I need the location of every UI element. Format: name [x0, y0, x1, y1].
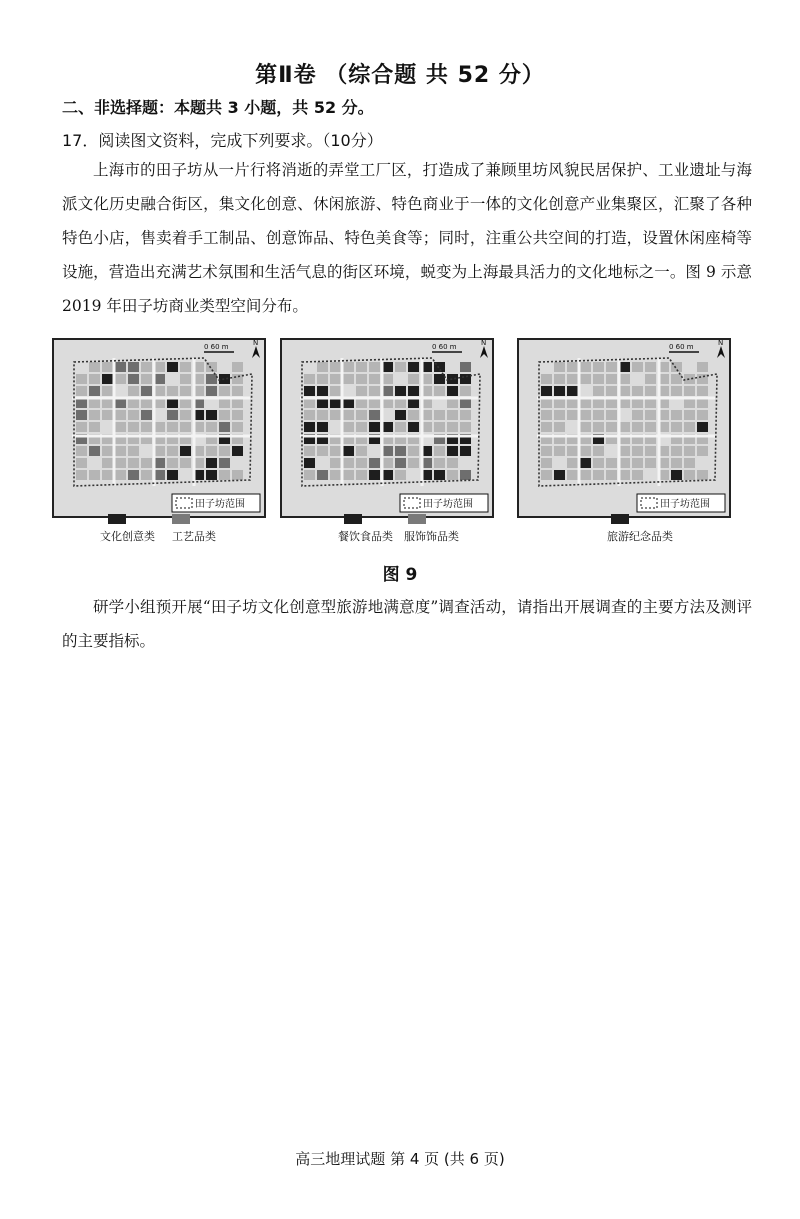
shop-block-dark	[567, 386, 578, 396]
building-block	[593, 410, 604, 420]
building-block	[76, 446, 87, 456]
building-block	[408, 458, 419, 468]
building-block	[554, 422, 565, 432]
shop-block-dark	[304, 458, 315, 468]
building-block	[395, 470, 406, 480]
scale-label: 0 60 m	[432, 343, 457, 351]
building-block	[115, 422, 126, 432]
shop-block-medium	[382, 446, 393, 456]
shop-block-medium	[460, 470, 471, 480]
building-block	[541, 458, 552, 468]
shop-block-medium	[128, 374, 139, 384]
building-block	[330, 362, 341, 372]
building-block	[356, 422, 367, 432]
building-block	[304, 410, 315, 420]
building-block	[632, 422, 643, 432]
legend-souvenir	[607, 528, 673, 544]
shop-block-dark	[408, 386, 419, 396]
building-block	[434, 386, 445, 396]
map-food-apparel	[280, 338, 494, 518]
building-block	[343, 470, 354, 480]
shop-block-dark	[554, 386, 565, 396]
shop-block-medium	[89, 446, 100, 456]
legend-label: 工艺品类	[172, 530, 216, 543]
building-block	[684, 386, 695, 396]
building-block	[395, 362, 406, 372]
building-block	[115, 446, 126, 456]
building-block	[645, 362, 656, 372]
shop-block-dark	[102, 374, 113, 384]
building-block	[76, 386, 87, 396]
map-2-svg	[282, 340, 492, 516]
legend-crafts	[172, 528, 216, 544]
legend-swatch-medium	[172, 514, 190, 524]
shop-block-dark	[434, 470, 445, 480]
building-block	[180, 410, 191, 420]
building-block	[356, 470, 367, 480]
building-block	[343, 458, 354, 468]
legend-label: 旅游纪念品类	[607, 530, 673, 543]
shop-block-medium	[154, 470, 165, 480]
building-block	[154, 386, 165, 396]
building-block	[219, 470, 230, 480]
shop-block-dark	[167, 362, 178, 372]
building-block	[89, 362, 100, 372]
building-block	[434, 458, 445, 468]
building-block	[580, 362, 591, 372]
building-block	[697, 386, 708, 396]
building-block	[541, 410, 552, 420]
building-block	[382, 374, 393, 384]
section-title: 第Ⅱ卷 （综合题 共 52 分）	[255, 63, 545, 88]
building-block	[330, 470, 341, 480]
building-block	[567, 374, 578, 384]
shop-block-dark	[382, 470, 393, 480]
building-block	[167, 386, 178, 396]
building-block	[632, 410, 643, 420]
shop-block-medium	[128, 470, 139, 480]
building-block	[395, 422, 406, 432]
building-block	[219, 386, 230, 396]
building-block	[684, 410, 695, 420]
building-block	[408, 410, 419, 420]
building-block	[154, 422, 165, 432]
building-block	[128, 458, 139, 468]
building-block	[447, 410, 458, 420]
building-block	[697, 446, 708, 456]
boundary-legend-label: 田子坊范围	[660, 499, 710, 510]
legend-swatch-dark	[108, 514, 126, 524]
shop-block-dark	[408, 362, 419, 372]
shop-block-dark	[434, 374, 445, 384]
shop-block-dark	[206, 458, 217, 468]
boundary-legend-label: 田子坊范围	[195, 499, 245, 510]
building-block	[606, 470, 617, 480]
task-prompt: 研学小组预开展“田子坊文化创意型旅游地满意度”调查活动，请指出开展调查的主要方法及测评的主要指标。	[62, 598, 752, 650]
shop-block-dark	[447, 374, 458, 384]
building-block	[554, 374, 565, 384]
building-block	[697, 470, 708, 480]
building-block	[167, 422, 178, 432]
building-block	[619, 422, 630, 432]
scale-label: 0 60 m	[204, 343, 229, 351]
shop-block-dark	[447, 386, 458, 396]
building-block	[593, 446, 604, 456]
building-block	[343, 410, 354, 420]
shop-block-dark	[304, 422, 315, 432]
building-block	[382, 458, 393, 468]
building-block	[434, 422, 445, 432]
building-block	[102, 470, 113, 480]
building-block	[206, 446, 217, 456]
building-block	[141, 470, 152, 480]
building-block	[460, 386, 471, 396]
shop-block-medium	[317, 470, 328, 480]
building-block	[317, 410, 328, 420]
building-block	[89, 410, 100, 420]
building-block	[593, 386, 604, 396]
legend-food	[338, 528, 393, 544]
shop-block-dark	[554, 470, 565, 480]
building-block	[580, 422, 591, 432]
building-block	[167, 458, 178, 468]
building-block	[580, 446, 591, 456]
shop-block-dark	[232, 446, 243, 456]
building-block	[606, 386, 617, 396]
building-block	[102, 386, 113, 396]
building-block	[606, 458, 617, 468]
north-label: N	[253, 340, 259, 347]
building-block	[541, 422, 552, 432]
building-block	[89, 374, 100, 384]
building-block	[447, 422, 458, 432]
building-block	[219, 446, 230, 456]
building-block	[304, 374, 315, 384]
building-block	[180, 362, 191, 372]
shop-block-medium	[128, 362, 139, 372]
building-block	[408, 446, 419, 456]
legend-label: 餐饮食品类	[338, 530, 393, 543]
shop-block-dark	[580, 458, 591, 468]
shop-block-dark	[317, 422, 328, 432]
building-block	[645, 446, 656, 456]
boundary-legend-label: 田子坊范围	[423, 499, 473, 510]
building-block	[102, 362, 113, 372]
building-block	[304, 446, 315, 456]
legend-swatch-medium	[408, 514, 426, 524]
shop-block-dark	[219, 374, 230, 384]
shop-block-dark	[180, 446, 191, 456]
building-block	[304, 470, 315, 480]
shop-block-medium	[382, 386, 393, 396]
building-block	[369, 386, 380, 396]
building-block	[632, 362, 643, 372]
building-block	[567, 470, 578, 480]
building-block	[684, 470, 695, 480]
building-block	[554, 446, 565, 456]
shop-block-dark	[382, 362, 393, 372]
building-block	[460, 422, 471, 432]
building-block	[632, 470, 643, 480]
shop-block-dark	[447, 446, 458, 456]
shop-block-medium	[395, 458, 406, 468]
shop-block-medium	[141, 386, 152, 396]
building-block	[697, 374, 708, 384]
building-block	[632, 446, 643, 456]
building-block	[102, 458, 113, 468]
building-block	[619, 470, 630, 480]
building-block	[317, 362, 328, 372]
shop-block-dark	[460, 446, 471, 456]
shop-block-dark	[369, 470, 380, 480]
building-block	[645, 458, 656, 468]
shop-block-dark	[671, 470, 682, 480]
shop-block-dark	[317, 386, 328, 396]
building-block	[619, 374, 630, 384]
building-block	[343, 422, 354, 432]
shop-block-dark	[369, 422, 380, 432]
building-block	[408, 374, 419, 384]
building-block	[580, 410, 591, 420]
building-block	[356, 446, 367, 456]
building-block	[154, 446, 165, 456]
building-block	[369, 362, 380, 372]
shop-block-dark	[541, 386, 552, 396]
building-block	[645, 422, 656, 432]
building-block	[232, 374, 243, 384]
building-block	[593, 422, 604, 432]
scale-label: 0 60 m	[669, 343, 694, 351]
map-cultural-crafts	[52, 338, 266, 518]
building-block	[330, 386, 341, 396]
building-block	[356, 410, 367, 420]
building-block	[697, 362, 708, 372]
building-block	[593, 470, 604, 480]
building-block	[645, 386, 656, 396]
shop-block-dark	[206, 470, 217, 480]
building-block	[447, 458, 458, 468]
reading-passage: 上海市的田子坊从一片行将消逝的弄堂工厂区，打造成了兼顾里坊风貌民居保护、工业遗址与海派文化历史融合街区，集文化创意、休闲旅游、特色商业于一体的文化创意产业集聚区，汇聚了各种特色小店，售卖着手工制品、创意饰品、特色美食等；同时，注重公共空间的打造，设置休闲座椅等设施，营造出充满艺术氛围和生活气息的街区环境，蜕变为上海最具活力的文化地标之一。图 9 示意 2019 年田子坊商业类型空间分布。	[62, 161, 752, 315]
building-block	[593, 362, 604, 372]
building-block	[141, 422, 152, 432]
building-block	[141, 362, 152, 372]
building-block	[684, 374, 695, 384]
building-block	[580, 470, 591, 480]
shop-block-medium	[206, 374, 217, 384]
map-souvenir	[517, 338, 731, 518]
building-block	[180, 422, 191, 432]
building-block	[697, 410, 708, 420]
building-block	[76, 374, 87, 384]
building-block	[356, 374, 367, 384]
legend-swatch-dark	[611, 514, 629, 524]
building-block	[343, 374, 354, 384]
building-block	[434, 446, 445, 456]
building-block	[619, 386, 630, 396]
building-block	[232, 422, 243, 432]
building-block	[343, 362, 354, 372]
building-block	[606, 362, 617, 372]
building-block	[115, 470, 126, 480]
building-block	[671, 386, 682, 396]
shop-block-medium	[154, 458, 165, 468]
building-block	[684, 422, 695, 432]
shop-block-medium	[206, 386, 217, 396]
building-block	[180, 374, 191, 384]
shop-block-medium	[167, 410, 178, 420]
legend-apparel	[404, 528, 459, 544]
shop-block-medium	[76, 410, 87, 420]
building-block	[128, 410, 139, 420]
building-block	[219, 410, 230, 420]
building-block	[580, 374, 591, 384]
map-3-svg	[519, 340, 729, 516]
building-block	[671, 446, 682, 456]
shop-block-medium	[395, 446, 406, 456]
building-block	[330, 446, 341, 456]
building-block	[206, 422, 217, 432]
building-block	[606, 374, 617, 384]
north-label: N	[481, 340, 487, 347]
building-block	[115, 410, 126, 420]
building-block	[541, 374, 552, 384]
shop-block-dark	[408, 422, 419, 432]
building-block	[671, 458, 682, 468]
building-block	[317, 446, 328, 456]
building-block	[684, 446, 695, 456]
building-block	[232, 386, 243, 396]
building-block	[593, 458, 604, 468]
building-block	[232, 410, 243, 420]
building-block	[671, 422, 682, 432]
legend-swatch-dark	[344, 514, 362, 524]
shop-block-medium	[219, 458, 230, 468]
page-footer: 高三地理试题 第 4 页 (共 6 页)	[295, 1150, 505, 1168]
building-block	[671, 410, 682, 420]
question-heading: 17．阅读图文资料，完成下列要求。（10分）	[62, 131, 383, 150]
building-block	[128, 386, 139, 396]
building-block	[632, 458, 643, 468]
building-block	[541, 470, 552, 480]
building-block	[154, 362, 165, 372]
building-block	[115, 374, 126, 384]
shop-block-medium	[141, 410, 152, 420]
building-block	[567, 362, 578, 372]
building-block	[89, 422, 100, 432]
shop-block-dark	[395, 386, 406, 396]
building-block	[434, 410, 445, 420]
building-block	[671, 374, 682, 384]
building-block	[356, 386, 367, 396]
building-block	[317, 374, 328, 384]
building-block	[232, 362, 243, 372]
building-block	[593, 374, 604, 384]
shop-block-medium	[89, 386, 100, 396]
building-block	[554, 410, 565, 420]
legend-cultural-creative	[100, 528, 155, 544]
shop-block-dark	[343, 446, 354, 456]
shop-block-dark	[167, 470, 178, 480]
building-block	[232, 470, 243, 480]
shop-block-dark	[395, 410, 406, 420]
building-block	[89, 470, 100, 480]
building-block	[645, 374, 656, 384]
building-block	[167, 446, 178, 456]
building-block	[356, 362, 367, 372]
building-block	[330, 410, 341, 420]
building-block	[619, 458, 630, 468]
shop-block-dark	[382, 422, 393, 432]
building-block	[76, 470, 87, 480]
building-block	[541, 446, 552, 456]
building-block	[76, 422, 87, 432]
building-block	[141, 458, 152, 468]
shop-block-medium	[460, 362, 471, 372]
shop-block-dark	[619, 362, 630, 372]
building-block	[180, 386, 191, 396]
section-heading: 二、非选择题：本题共 3 小题，共 52 分。	[62, 98, 374, 117]
building-block	[460, 410, 471, 420]
building-block	[128, 422, 139, 432]
building-block	[128, 446, 139, 456]
north-label: N	[718, 340, 724, 347]
building-block	[356, 458, 367, 468]
building-block	[115, 458, 126, 468]
building-block	[632, 386, 643, 396]
building-block	[102, 446, 113, 456]
shop-block-medium	[219, 422, 230, 432]
building-block	[684, 458, 695, 468]
building-block	[102, 410, 113, 420]
building-block	[330, 374, 341, 384]
building-block	[619, 446, 630, 456]
building-block	[447, 470, 458, 480]
building-block	[567, 458, 578, 468]
building-block	[606, 422, 617, 432]
building-block	[606, 410, 617, 420]
shop-block-dark	[697, 422, 708, 432]
building-block	[567, 410, 578, 420]
shop-block-medium	[154, 374, 165, 384]
building-block	[645, 410, 656, 420]
building-block	[567, 446, 578, 456]
building-block	[554, 362, 565, 372]
building-block	[330, 458, 341, 468]
shop-block-medium	[369, 410, 380, 420]
figure-caption: 图 9	[382, 565, 418, 585]
building-block	[141, 374, 152, 384]
shop-block-medium	[115, 362, 126, 372]
building-block	[180, 458, 191, 468]
shop-block-dark	[206, 410, 217, 420]
building-block	[369, 374, 380, 384]
shop-block-dark	[460, 374, 471, 384]
shop-block-dark	[304, 386, 315, 396]
legend-label: 服饰饰品类	[404, 530, 459, 543]
shop-block-medium	[369, 458, 380, 468]
map-1-svg	[54, 340, 264, 516]
building-block	[76, 458, 87, 468]
legend-label: 文化创意类	[100, 530, 155, 543]
